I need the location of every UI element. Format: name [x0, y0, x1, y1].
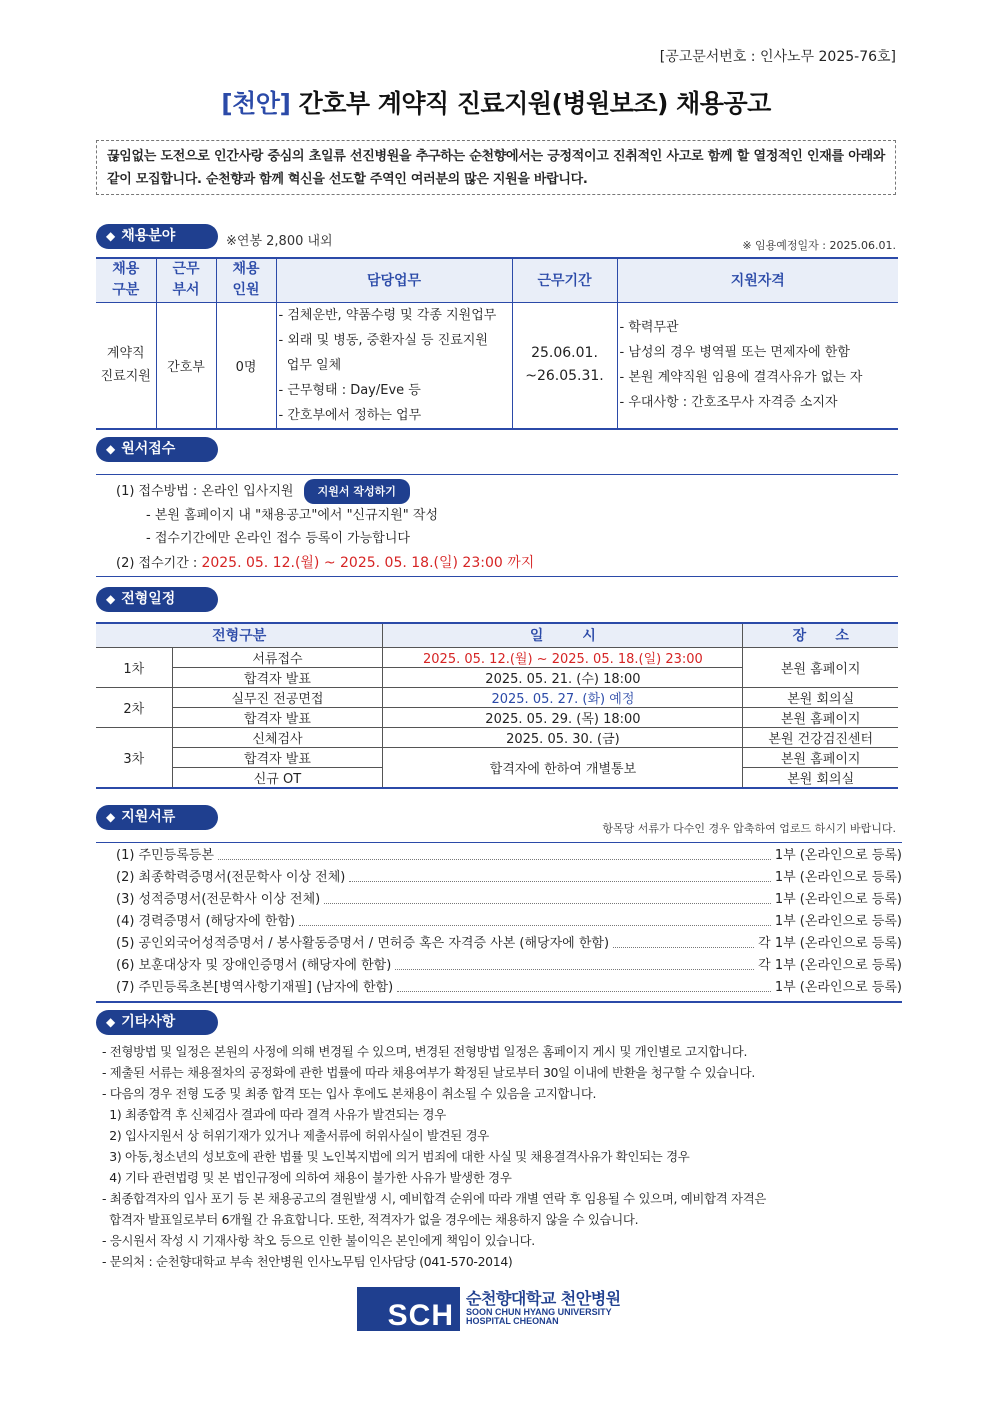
apply-period: (2) 접수기간 : 2025. 05. 12.(월) ~ 2025. 05. 18.(일) 23:00 까지: [116, 555, 535, 571]
page-title: [0, 84, 992, 120]
stage-cell: 2차: [96, 687, 172, 727]
write-application-button[interactable]: 지원서 작성하기: [304, 479, 410, 504]
item-cell: 합격자 발표: [172, 747, 383, 767]
hospital-logo: [357, 1287, 639, 1331]
logo-english-1: SOON CHUN HYANG UNIVERSITY: [466, 1306, 612, 1317]
col-header: 전형구분: [96, 623, 383, 647]
col-header: 채용 구분: [96, 258, 156, 302]
etc-line: 1) 최종합격 후 신체검사 결과에 따라 결격 사유가 발견되는 경우: [102, 1107, 446, 1122]
list-item: (2) 최종학력증명서(전문학사 이상 전체) 1부 (온라인으로 등록): [116, 867, 902, 889]
item-cell: 실무진 전공면접: [172, 687, 383, 707]
title-location: [천안]: [221, 89, 291, 118]
documents-list: [96, 842, 902, 1003]
date-cell: 합격자에 한하여 개별통보: [383, 747, 743, 788]
place-cell: 본원 홈페이지: [743, 647, 898, 687]
col-header: 일 시: [383, 623, 743, 647]
cell-type: 계약직 진료지원: [96, 302, 156, 429]
etc-list: [102, 1041, 902, 1272]
section-badge-schedule: ◆ 전형일정: [96, 587, 218, 612]
item-cell: 서류접수: [172, 647, 383, 667]
cell-qualifications: [617, 302, 898, 429]
stage-cell: 3차: [96, 727, 172, 788]
date-cell: 2025. 05. 30. (금): [383, 727, 743, 747]
duty-line: - 검체운반, 약품수령 및 각종 지원업무: [278, 307, 497, 323]
etc-line: 합격자 발표일로부터 6개월 간 유효합니다. 또한, 적격자가 없을 경우에는 채용하지 않을 수 있습니다.: [102, 1212, 639, 1227]
etc-line: 2) 입사지원서 상 허위기재가 있거나 제출서류에 허위사실이 발견된 경우: [102, 1128, 489, 1143]
col-header: 채용 인원: [216, 258, 276, 302]
col-header: 지원자격: [617, 258, 898, 302]
section-badge-apply: ◆ 원서접수: [96, 437, 218, 462]
qual-line: - 우대사항 : 간호조무사 자격증 소지자: [619, 395, 838, 410]
title-text: 간호부 계약직 진료지원(병원보조) 채용공고: [290, 89, 771, 118]
logo-korean: 순천향대학교 천안병원: [466, 1289, 621, 1309]
apply-period-value: 2025. 05. 12.(월) ~ 2025. 05. 18.(일) 23:00 까지: [201, 555, 535, 571]
etc-line: 4) 기타 관련법령 및 본 법인규정에 의하여 채용이 불가한 사유가 발생한 경우: [102, 1170, 512, 1185]
diamond-icon: ◆: [106, 1015, 116, 1029]
list-item: (7) 주민등록초본[병역사항기재필] (남자에 한함) 1부 (온라인으로 등록): [116, 977, 902, 999]
recruit-table: [96, 257, 898, 430]
etc-line: - 문의처 : 순천향대학교 부속 천안병원 인사노무팀 인사담당 (041-570-2014): [102, 1254, 513, 1269]
etc-line: 3) 아동,청소년의 성보호에 관한 법률 및 노인복지법에 의거 범죄에 대한 사실 및 채용결격사유가 확인되는 경우: [102, 1149, 690, 1164]
divider: [96, 474, 898, 475]
date-cell: 2025. 05. 21. (수) 18:00: [383, 667, 743, 687]
list-item: (5) 공인외국어성적증명서 / 봉사활동증명서 / 면허증 혹은 자격증 사본 (해당자에 한함) 각 1부 (온라인으로 등록): [116, 933, 902, 955]
col-header: 근무 부서: [156, 258, 216, 302]
qual-line: - 남성의 경우 병역필 또는 면제자에 한함: [619, 345, 850, 360]
qual-line: - 본원 계약직원 임용에 결격사유가 없는 자: [619, 370, 863, 385]
cell-period: 25.06.01. ~26.05.31.: [512, 302, 617, 429]
list-item: (1) 주민등록등본 1부 (온라인으로 등록): [116, 845, 902, 867]
appoint-date: ※ 임용예정일자 : 2025.06.01.: [742, 239, 896, 252]
col-header: 근무기간: [512, 258, 617, 302]
section-badge-recruit: ◆ 채용분야: [96, 224, 218, 249]
apply-method: (1) 접수방법 : 온라인 입사지원 지원서 작성하기: [116, 479, 410, 504]
cell-count: 0명: [216, 302, 276, 429]
item-cell: 합격자 발표: [172, 667, 383, 687]
place-cell: 본원 홈페이지: [743, 747, 898, 767]
document-number: [공고문서번호 : 인사노무 2025-76호]: [659, 49, 896, 65]
section-badge-documents: ◆ 지원서류: [96, 805, 218, 830]
date-cell: 2025. 05. 29. (목) 18:00: [383, 707, 743, 727]
etc-line: - 전형방법 및 일정은 본원의 사정에 의해 변경될 수 있으며, 변경된 전형방법 일정은 홈페이지 게시 및 개인별로 고지합니다.: [102, 1044, 748, 1059]
list-item: (6) 보훈대상자 및 장애인증명서 (해당자에 한함) 각 1부 (온라인으로 등록): [116, 955, 902, 977]
qual-line: - 학력무관: [619, 320, 679, 335]
schedule-table: [96, 622, 898, 789]
list-item: (3) 성적증명서(전문학사 이상 전체) 1부 (온라인으로 등록): [116, 889, 902, 911]
col-header: 담당업무: [276, 258, 512, 302]
etc-line: - 제출된 서류는 채용절차의 공정화에 관한 법률에 따라 채용여부가 확정된 날로부터 30일 이내에 반환을 청구할 수 있습니다.: [102, 1065, 755, 1080]
logo-english-2: HOSPITAL CHEONAN: [466, 1316, 559, 1327]
salary-note: ※연봉 2,800 내외: [226, 234, 333, 249]
diamond-icon: ◆: [106, 442, 116, 456]
etc-line: - 응시원서 작성 시 기재사항 착오 등으로 인한 불이익은 본인에게 책임이 있습니다.: [102, 1233, 535, 1248]
place-cell: 본원 회의실: [743, 687, 898, 707]
duty-line: 업무 일체: [278, 357, 342, 373]
apply-line: - 접수기간에만 온라인 접수 등록이 가능합니다: [146, 531, 410, 546]
divider: [96, 576, 898, 577]
intro-box: 끊임없는 도전으로 인간사랑 중심의 초일류 선진병원을 추구하는 순천향에서는 긍정적이고 진취적인 사고로 함께 할 열정적인 인재를 아래와 같이 모집합니다. 순천향과 함께 혁신을 선도할 주역인 여러분의 많은 지원을 바랍니다.: [96, 140, 896, 195]
date-cell: 2025. 05. 27. (화) 예정: [383, 687, 743, 707]
stage-cell: 1차: [96, 647, 172, 687]
diamond-icon: ◆: [106, 229, 116, 243]
list-item: (4) 경력증명서 (해당자에 한함) 1부 (온라인으로 등록): [116, 911, 902, 933]
sch-logo-mark: SCH: [357, 1287, 460, 1331]
place-cell: 본원 건강검진센터: [743, 727, 898, 747]
diamond-icon: ◆: [106, 810, 116, 824]
documents-note: 항목당 서류가 다수인 경우 압축하여 업로드 하시기 바랍니다.: [602, 822, 896, 835]
cell-dept: 간호부: [156, 302, 216, 429]
etc-line: - 최종합격자의 입사 포기 등 본 채용공고의 결원발생 시, 예비합격 순위에 따라 개별 연락 후 임용될 수 있으며, 예비합격 자격은: [102, 1191, 767, 1206]
place-cell: 본원 홈페이지: [743, 707, 898, 727]
apply-line: - 본원 홈페이지 내 "채용공고"에서 "신규지원" 작성: [146, 508, 439, 523]
duty-line: - 간호부에서 정하는 업무: [278, 407, 422, 423]
section-badge-etc: ◆ 기타사항: [96, 1010, 218, 1035]
col-header: 장 소: [743, 623, 898, 647]
duty-line: - 외래 및 병동, 중환자실 등 진료지원: [278, 332, 488, 348]
item-cell: 신체검사: [172, 727, 383, 747]
diamond-icon: ◆: [106, 592, 116, 606]
duty-line: - 근무형태 : Day/Eve 등: [278, 382, 421, 398]
place-cell: 본원 회의실: [743, 767, 898, 788]
item-cell: 합격자 발표: [172, 707, 383, 727]
date-cell: 2025. 05. 12.(월) ~ 2025. 05. 18.(일) 23:00: [383, 647, 743, 667]
cell-duties: [276, 302, 512, 429]
item-cell: 신규 OT: [172, 767, 383, 788]
etc-line: - 다음의 경우 전형 도중 및 최종 합격 또는 입사 후에도 본채용이 취소될 수 있음을 고지합니다.: [102, 1086, 597, 1101]
